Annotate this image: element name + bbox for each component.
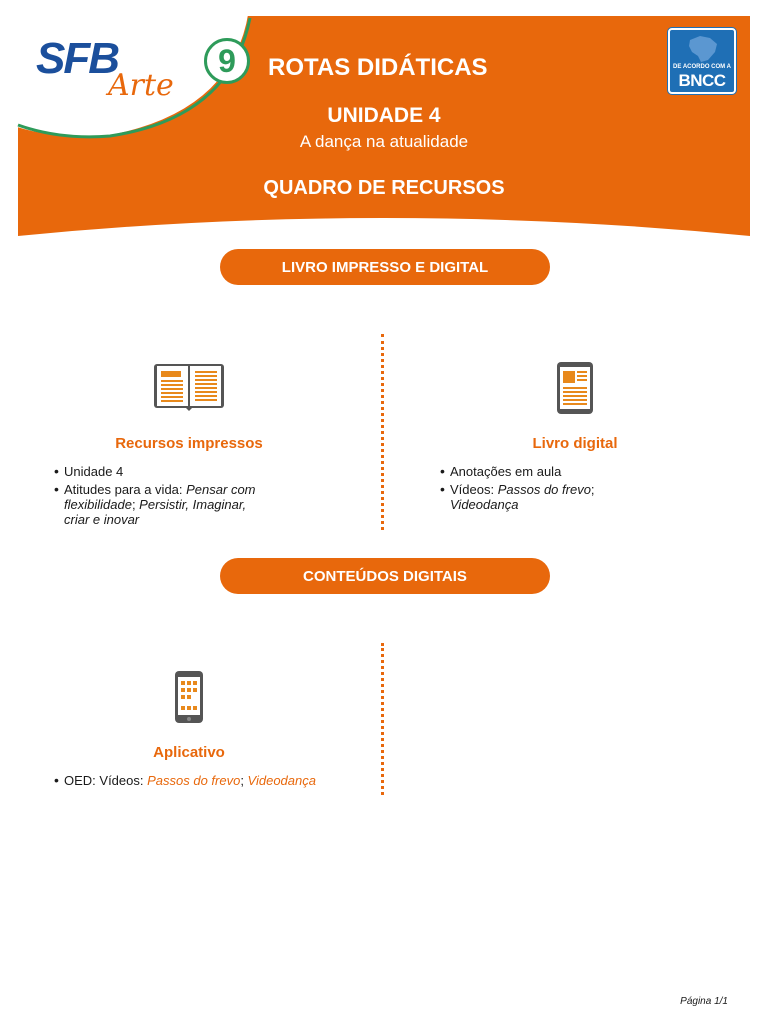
- page-title: ROTAS DIDÁTICAS: [268, 54, 488, 81]
- list-item: • Unidade 4: [54, 464, 274, 479]
- list-item: • Atitudes para a vida: Pensar com flexibilidade; Persistir, Imaginar, criar e inovar: [54, 482, 274, 527]
- bncc-caption: DE ACORDO COM A: [673, 64, 731, 70]
- brazil-map-icon: [686, 34, 720, 64]
- section-pill-livro: LIVRO IMPRESSO E DIGITAL: [220, 249, 550, 285]
- page-number: Página 1/1: [680, 996, 728, 1007]
- unit-title: UNIDADE 4: [327, 104, 441, 127]
- app-title: Aplicativo: [153, 744, 225, 761]
- tablet-icon: [556, 361, 594, 415]
- list-item: • OED: Vídeos: Passos do frevo; Videodança: [54, 773, 354, 788]
- list-item: • Anotações em aula: [440, 464, 640, 479]
- printed-resources-list: [54, 464, 274, 530]
- video-link-videodanca[interactable]: Videodança: [247, 773, 316, 788]
- app-list: [54, 773, 354, 791]
- video-link-frevo[interactable]: Passos do frevo: [147, 773, 241, 788]
- brand-logo: [30, 30, 190, 110]
- section-title: QUADRO DE RECURSOS: [263, 177, 505, 199]
- bncc-label: BNCC: [678, 71, 726, 90]
- open-book-icon: [153, 362, 225, 412]
- digital-book-title: Livro digital: [532, 435, 618, 452]
- logo-sfb-text: SFB: [36, 34, 118, 83]
- list-item: • Vídeos: Passos do frevo; Videodança: [440, 482, 640, 512]
- section-pill-conteudos: CONTEÚDOS DIGITAIS: [220, 558, 550, 594]
- logo-subject-text: Arte: [108, 68, 174, 103]
- bncc-badge: [668, 28, 736, 94]
- digital-book-list: [440, 464, 640, 515]
- column-divider: [381, 643, 384, 795]
- resources-printed-title: Recursos impressos: [115, 435, 263, 452]
- smartphone-icon: [174, 670, 204, 724]
- grade-number: 9: [218, 42, 236, 79]
- column-divider: [381, 334, 384, 530]
- grade-badge: [204, 38, 250, 84]
- unit-subtitle: A dança na atualidade: [299, 132, 469, 151]
